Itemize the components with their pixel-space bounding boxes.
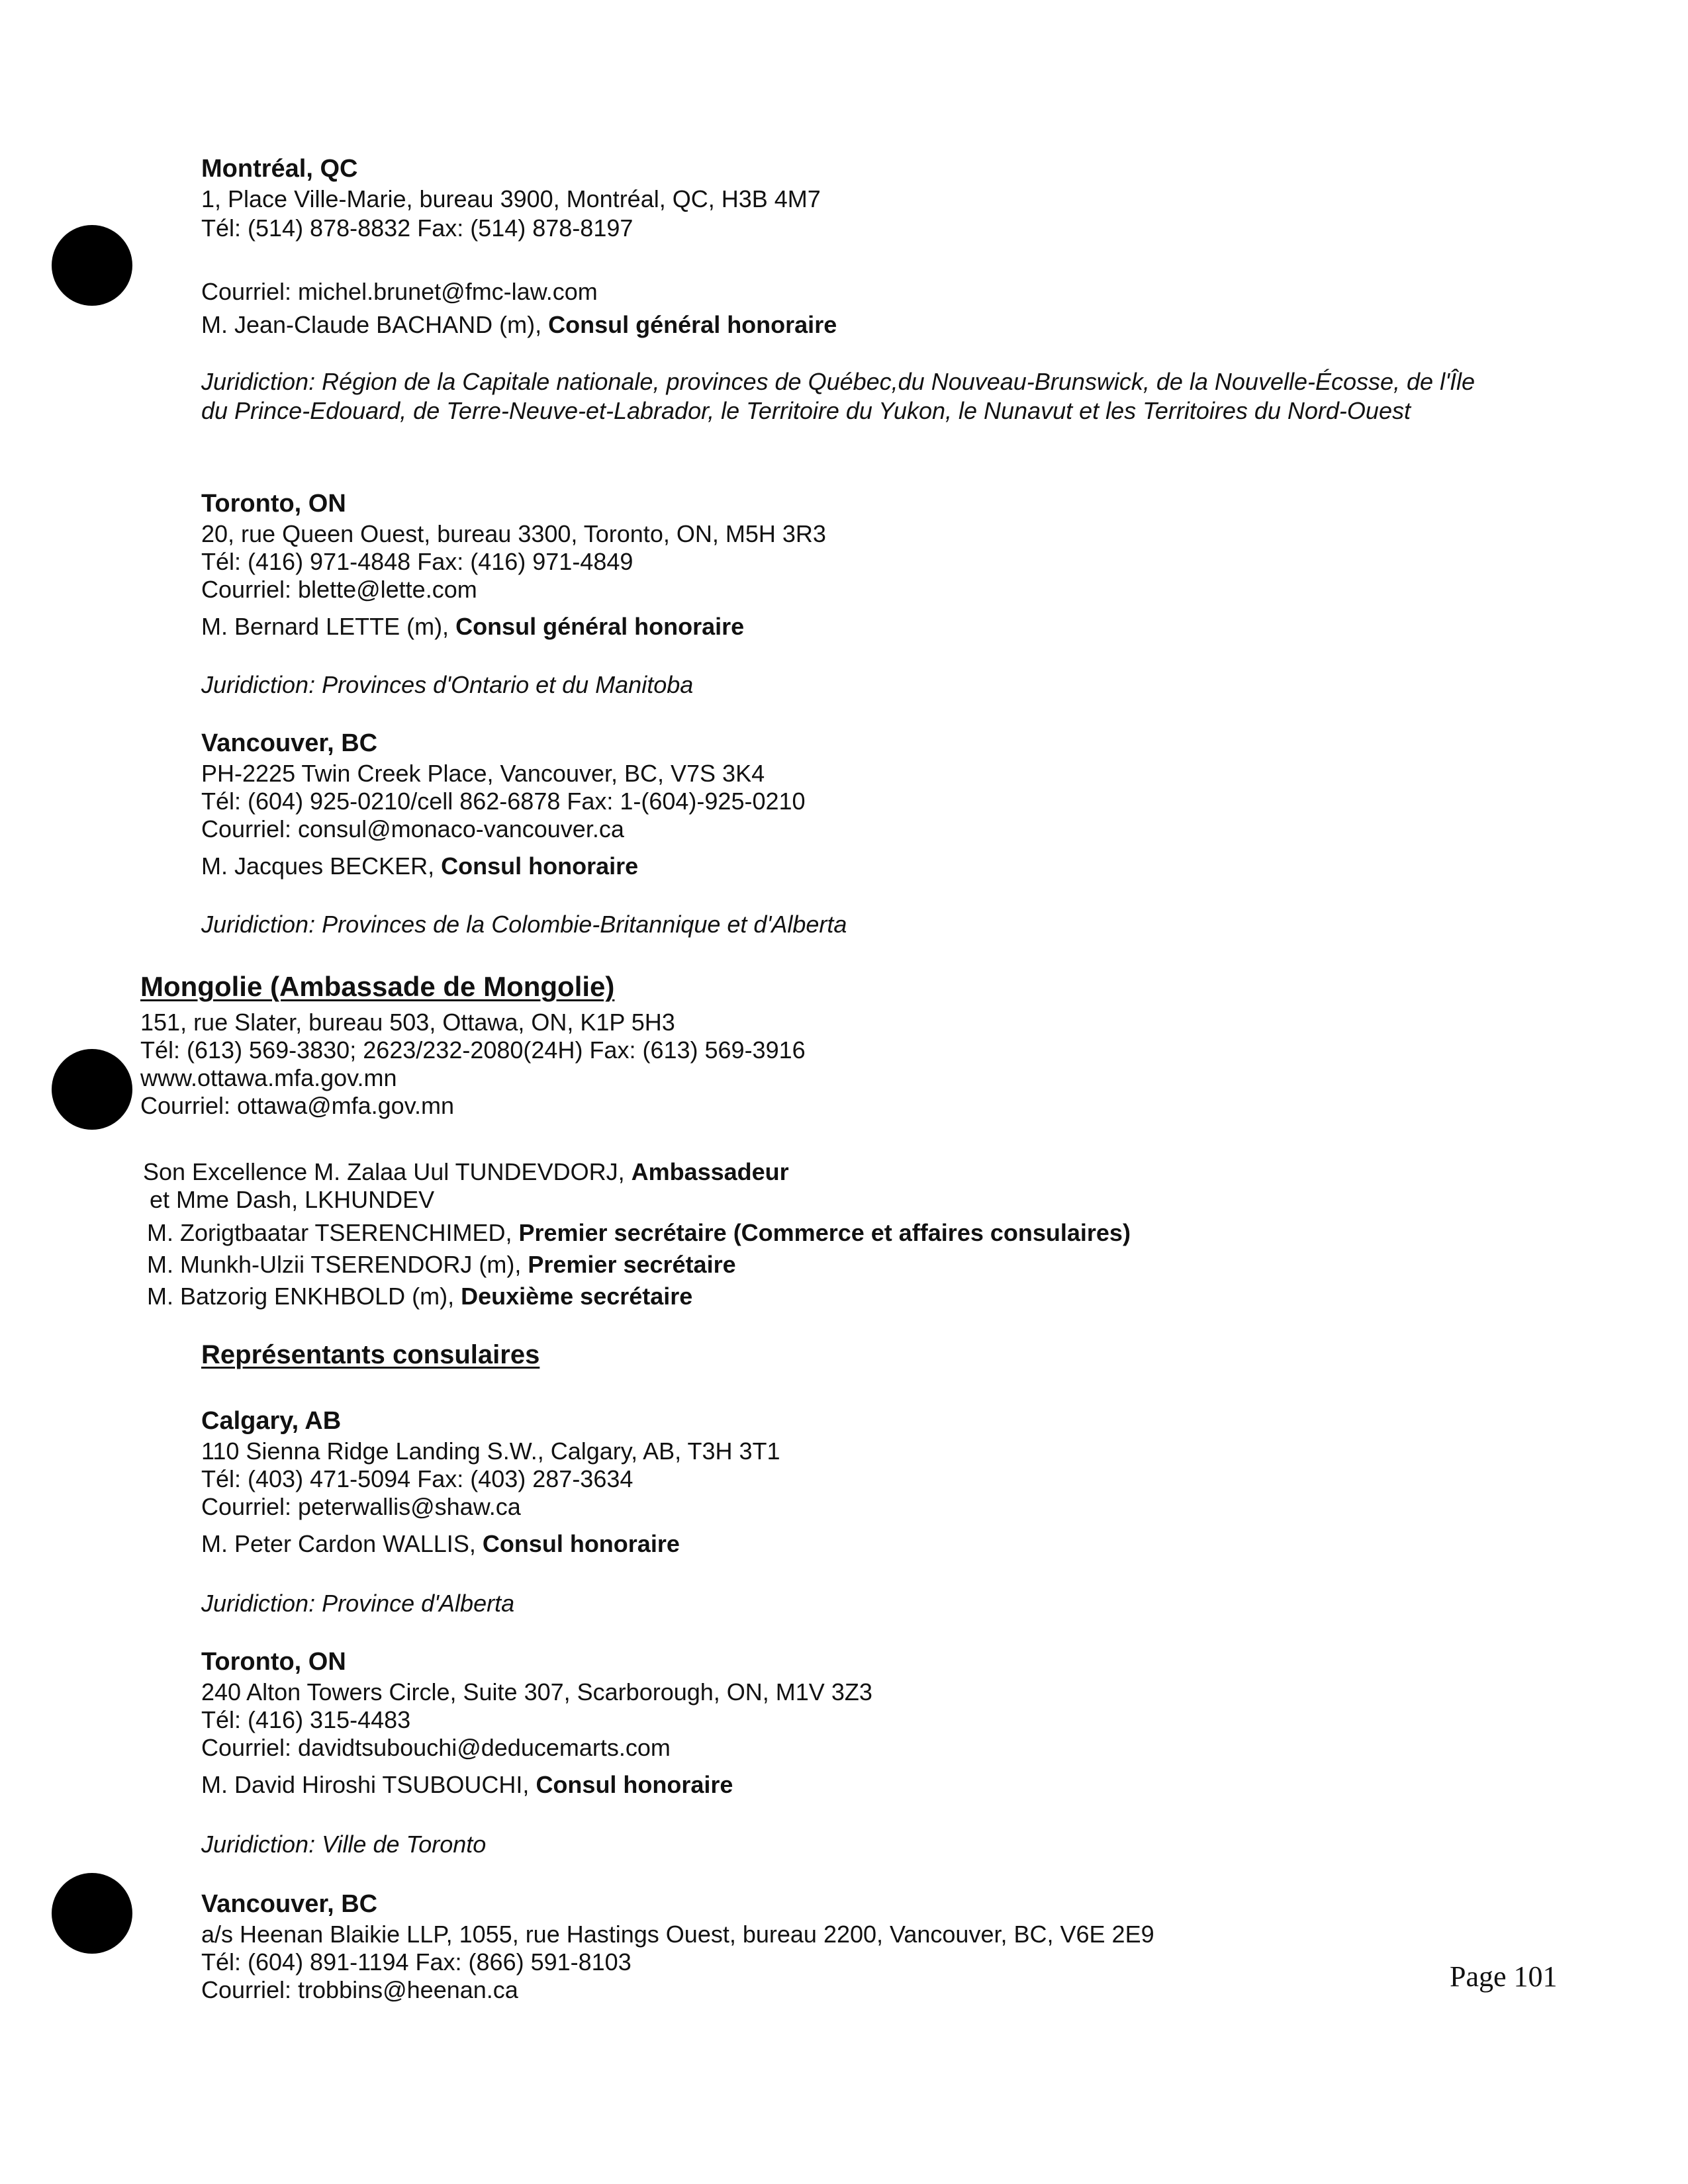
montreal-address: 1, Place Ville-Marie, bureau 3900, Montréal, QC, H3B 4M7 (201, 185, 821, 212)
vancouver2-phone: Tél: (604) 891-1194 Fax: (866) 591-8103 (201, 1948, 632, 1976)
vancouver1-person-name: M. Jacques BECKER, (201, 852, 442, 880)
toronto2-jurisdiction-text: Ville de Toronto (322, 1831, 487, 1858)
mongolie-ambassador-name: Son Excellence M. Zalaa Uul TUNDEVDORJ, (143, 1158, 632, 1185)
vancouver1-city: Vancouver, BC (201, 729, 378, 757)
calgary-person (201, 1530, 680, 1558)
mongolie-staff-2-name: M. Munkh-Ulzii TSERENDORJ (m), (147, 1251, 528, 1278)
calgary-person-title: Consul honoraire (482, 1530, 680, 1557)
montreal-jurisdiction-text: Région de la Capitale nationale, provinces de Québec,du Nouveau-Brunswick, de la Nouvelle-Écosse, de l'Île (322, 368, 1475, 395)
toronto2-person-title: Consul honoraire (536, 1771, 733, 1798)
toronto2-city: Toronto, ON (201, 1648, 346, 1676)
toronto2-person-name: M. David Hiroshi TSUBOUCHI, (201, 1771, 536, 1798)
calgary-email: Courriel: peterwallis@shaw.ca (201, 1493, 521, 1520)
montreal-email: Courriel: michel.brunet@fmc-law.com (201, 278, 598, 305)
vancouver1-email: Courriel: consul@monaco-vancouver.ca (201, 815, 624, 842)
mongolie-address: 151, rue Slater, bureau 503, Ottawa, ON, K1P 5H3 (140, 1009, 675, 1036)
mongolie-staff-3-title: Deuxième secrétaire (461, 1283, 693, 1310)
toronto2-address: 240 Alton Towers Circle, Suite 307, Scarborough, ON, M1V 3Z3 (201, 1678, 872, 1706)
montreal-jurisdiction-line2: du Prince-Edouard, de Terre-Neuve-et-Labrador, le Territoire du Yukon, le Nunavut et les Territoires du Nord-Ouest (201, 397, 1411, 424)
vancouver1-jurisdiction (201, 911, 847, 938)
vancouver2-email: Courriel: trobbins@heenan.ca (201, 1976, 518, 2003)
vancouver1-person (201, 852, 638, 880)
calgary-jurisdiction-label: Juridiction: (201, 1590, 322, 1617)
mongolie-staff-2-title: Premier secrétaire (528, 1251, 736, 1278)
mongolie-staff-1 (147, 1219, 1131, 1247)
toronto1-city: Toronto, ON (201, 490, 346, 518)
montreal-person (201, 311, 837, 339)
mongolie-email: Courriel: ottawa@mfa.gov.mn (140, 1092, 455, 1119)
montreal-person-name: M. Jean-Claude BACHAND (m), (201, 311, 549, 338)
consular-heading: Représentants consulaires (201, 1340, 540, 1369)
mongolie-website: www.ottawa.mfa.gov.mn (140, 1064, 397, 1091)
vancouver1-address: PH-2225 Twin Creek Place, Vancouver, BC, V7S 3K4 (201, 760, 765, 787)
punch-hole-top (52, 225, 132, 306)
toronto1-person-name: M. Bernard LETTE (m), (201, 613, 456, 640)
mongolie-staff-3 (147, 1283, 692, 1310)
vancouver2-city: Vancouver, BC (201, 1890, 378, 1918)
toronto1-address: 20, rue Queen Ouest, bureau 3300, Toronto, ON, M5H 3R3 (201, 520, 826, 547)
mongolie-staff-2 (147, 1251, 736, 1279)
toronto1-jurisdiction-text: Provinces d'Ontario et du Manitoba (322, 671, 694, 698)
calgary-address: 110 Sienna Ridge Landing S.W., Calgary, AB, T3H 3T1 (201, 1437, 780, 1465)
mongolie-heading: Mongolie (Ambassade de Mongolie) (140, 971, 615, 1002)
toronto2-person (201, 1771, 733, 1799)
toronto1-phone: Tél: (416) 971-4848 Fax: (416) 971-4849 (201, 548, 633, 575)
vancouver1-person-title: Consul honoraire (441, 852, 639, 880)
toronto1-email: Courriel: blette@lette.com (201, 576, 477, 603)
vancouver1-jurisdiction-text: Provinces de la Colombie-Britannique et d'Alberta (322, 911, 847, 938)
calgary-jurisdiction (201, 1590, 514, 1617)
toronto1-jurisdiction (201, 671, 693, 699)
punch-hole-middle (52, 1049, 132, 1130)
montreal-person-title: Consul général honoraire (548, 311, 837, 338)
mongolie-staff-1-name: M. Zorigtbaatar TSERENCHIMED, (147, 1219, 519, 1246)
toronto2-phone: Tél: (416) 315-4483 (201, 1706, 411, 1733)
mongolie-phone: Tél: (613) 569-3830; 2623/232-2080(24H) Fax: (613) 569-3916 (140, 1036, 806, 1064)
calgary-phone: Tél: (403) 471-5094 Fax: (403) 287-3634 (201, 1465, 633, 1492)
calgary-jurisdiction-text: Province d'Alberta (322, 1590, 515, 1617)
mongolie-ambassador (143, 1158, 789, 1186)
toronto1-jurisdiction-label: Juridiction: (201, 671, 322, 698)
mongolie-ambassador-title: Ambassadeur (631, 1158, 789, 1185)
montreal-phone: Tél: (514) 878-8832 Fax: (514) 878-8197 (201, 214, 633, 242)
page-number: Page 101 (1450, 1960, 1558, 1993)
toronto1-person (201, 613, 744, 641)
calgary-person-name: M. Peter Cardon WALLIS, (201, 1530, 483, 1557)
montreal-jurisdiction-line1 (201, 368, 1475, 396)
toronto2-email: Courriel: davidtsubouchi@deducemarts.com (201, 1734, 671, 1761)
calgary-city: Calgary, AB (201, 1407, 342, 1435)
vancouver1-phone: Tél: (604) 925-0210/cell 862-6878 Fax: 1-(604)-925-0210 (201, 788, 806, 815)
montreal-jurisdiction-label: Juridiction: (201, 368, 322, 395)
vancouver2-address: a/s Heenan Blaikie LLP, 1055, rue Hastings Ouest, bureau 2200, Vancouver, BC, V6E 2E9 (201, 1921, 1154, 1948)
toronto2-jurisdiction-label: Juridiction: (201, 1831, 322, 1858)
mongolie-spouse: et Mme Dash, LKHUNDEV (150, 1186, 435, 1213)
toronto1-person-title: Consul général honoraire (455, 613, 745, 640)
vancouver1-jurisdiction-label: Juridiction: (201, 911, 322, 938)
mongolie-staff-1-title: Premier secrétaire (Commerce et affaires consulaires) (518, 1219, 1131, 1246)
montreal-city: Montréal, QC (201, 155, 358, 183)
mongolie-staff-3-name: M. Batzorig ENKHBOLD (m), (147, 1283, 461, 1310)
punch-hole-bottom (52, 1873, 132, 1954)
toronto2-jurisdiction (201, 1831, 486, 1858)
